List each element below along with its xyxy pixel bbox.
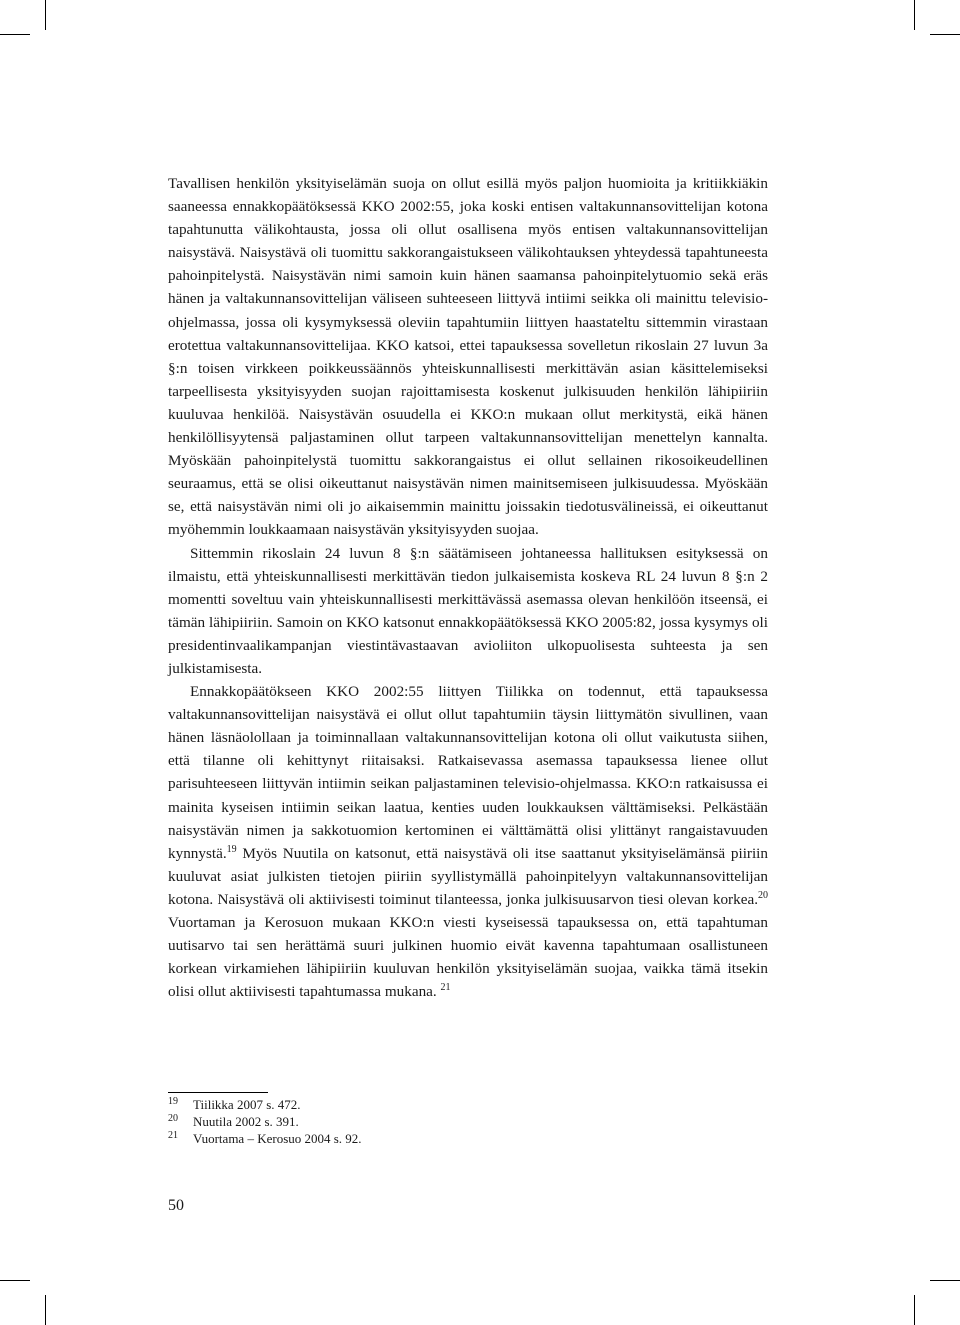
crop-mark bbox=[914, 0, 915, 30]
crop-mark bbox=[45, 1295, 46, 1325]
paragraph-text: Sittemmin rikoslain 24 luvun 8 §:n säätämiseen johtaneessa hallituksen esityksessä on ilmaistu, että yhteiskunnallisesti merkittävän tiedon julkaisemista koskeva RL 24 luvun 8 §:n 2 momentti soveltuu vain yhteiskunnallisesti merkittävässä asemassa olevan henkilöön itseensä, ei tämän lähipiiriin. Samoin on KKO katsonut ennakkopäätöksessä KKO 2005:82, jossa kysymys oli presidentinvaalikampanjan viestintävastaavan avioliiton ulkopuolisesta suhteesta ja sen julkistamisesta. bbox=[168, 544, 768, 677]
footnotes bbox=[168, 1096, 568, 1147]
paragraph-text: Vuortaman ja Kerosuon mukaan KKO:n viesti kyseisessä tapauksessa on, että tapahtuman uutisarvo tai sen herättämä suuri julkinen huomio eivät kavenna tapahtumaan osallistuneen korkean virkamiehen lähipiiriin kuuluvan henkilön yksityiselämän suojaa, vaikka tämä itsekin olisi ollut aktiivisesti tapahtumassa mukana. bbox=[168, 914, 768, 1001]
crop-mark bbox=[0, 1280, 30, 1281]
footnote bbox=[168, 1096, 568, 1113]
footnote-text: Tiilikka 2007 s. 472. bbox=[193, 1097, 301, 1112]
crop-mark bbox=[914, 1295, 915, 1325]
footnote bbox=[168, 1113, 568, 1130]
crop-mark bbox=[930, 34, 960, 35]
footnote-text: Nuutila 2002 s. 391. bbox=[193, 1114, 299, 1129]
paragraph-text: Ennakkopäätökseen KKO 2002:55 liittyen Tiilikka on todennut, että tapauksessa valtakunnansovittelijan naisystävä ei ollut ollut tapahtumiin täysin liittymätön sivullinen, vaan hänen läsnäolollaan ja toiminnallaan valtakunnansovittelijan kotona oli ollut vaikutusta siihen, että tilanne oli kehittynyt riitaisaksi. Ratkaisevassa asemassa tapauksessa lienee ollut parisuhteeseen liittyvän intiimin seikan paljastaminen televisio-ohjelmassa. KKO:n ratkaisussa ei mainita kyseisen intiimin seikan laatua, kenties uuden loukkauksen välttämiseksi. Pelkästään naisystävän nimen ja sakkotuomion kertominen ei välttämättä olisi ylittänyt rangaistavuuden kynnystä. bbox=[168, 683, 768, 862]
paragraph-2 bbox=[168, 542, 768, 681]
footnote-number: 21 bbox=[168, 1130, 178, 1141]
crop-mark bbox=[0, 34, 30, 35]
footnote-ref[interactable]: 20 bbox=[758, 889, 768, 901]
page-number: 50 bbox=[168, 1197, 184, 1214]
footnote-text: Vuortama – Kerosuo 2004 s. 92. bbox=[193, 1131, 362, 1146]
paragraph-1 bbox=[168, 172, 768, 542]
crop-mark bbox=[45, 0, 46, 30]
footnote bbox=[168, 1130, 568, 1147]
paragraph-3 bbox=[168, 680, 768, 1003]
footnote-number: 20 bbox=[168, 1113, 178, 1124]
footnote-number: 19 bbox=[168, 1096, 178, 1107]
body-text bbox=[168, 172, 768, 1003]
footnote-ref[interactable]: 19 bbox=[226, 843, 237, 855]
crop-mark bbox=[930, 1280, 960, 1281]
footnote-separator bbox=[168, 1092, 268, 1093]
paragraph-text: Tavallisen henkilön yksityiselämän suoja on ollut esillä myös paljon huomioita ja kritiikkiäkin saaneessa ennakkopäätöksessä KKO 2002:55, joka koski entisen valtakunnansovittelijan kotona tapahtunutta välikohtausta, jossa oli ollut osallisena myös entisen valtakunnansovittelijan naisystävä. Naisystävä oli tuomittu sakkorangaistukseen välikohtauksen yhteydessä tapahtuneesta pahoinpitelystä. Naisystävän nimi samoin kuin hänen saamansa pahoinpitelytuomio sekä eräs hänen ja valtakunnansovittelijan väliseen suhteeseen liittyvä intiimi seikka oli mainittu televisio-ohjelmassa, jossa oli kysymyksessä oleviin tapahtumiin liittyen haastateltu sittemmin virastaan erotettua valtakunnansovittelijaa. KKO katsoi, ettei tapauksessa sovelletun rikoslain 27 luvun 3a §:n toisen virkkeen poikkeussäännös yhteiskunnallisesti merkittävän asian käsittelemiseksi tarpeellisesta yksityisyyden suojan rajoittamisesta koskenut julkisuuden henkilön lähipiiriin kuuluvaa henkilöä. Naisystävän osuudella ei KKO:n mukaan ollut merkitystä, eikä hänen henkilöllisyytensä paljastaminen ollut tarpeen valtakunnansovittelijan menettelyn kannalta. Myöskään pahoinpitelystä tuomittu sakkorangaistus ei ollut sellainen rikosoikeudellinen seuraamus, että se olisi oikeuttanut naisystävän nimen mainitsemiseen julkisuudessa. Myöskään se, että naisystävän nimi oli jo aikaisemmin mainittu joissakin tiedotusvälineissä, ei oikeuttanut myöhemmin loukkaamaan naisystävän yksityisyyden suojaa. bbox=[168, 175, 768, 539]
paragraph-text: Myös Nuutila on katsonut, että naisystävä oli itse saattanut yksityiselämänsä piiriin kuuluvat asiat julkisten tietojen piiriin syyllistymällä pahoinpitelyyn valtakunnansovittelijan kotona. Naisystävä oli aktiivisesti toiminut tilanteessa, jonka julkisuusarvon tiesi olevan korkea. bbox=[168, 844, 768, 908]
footnote-ref[interactable]: 21 bbox=[440, 982, 451, 994]
